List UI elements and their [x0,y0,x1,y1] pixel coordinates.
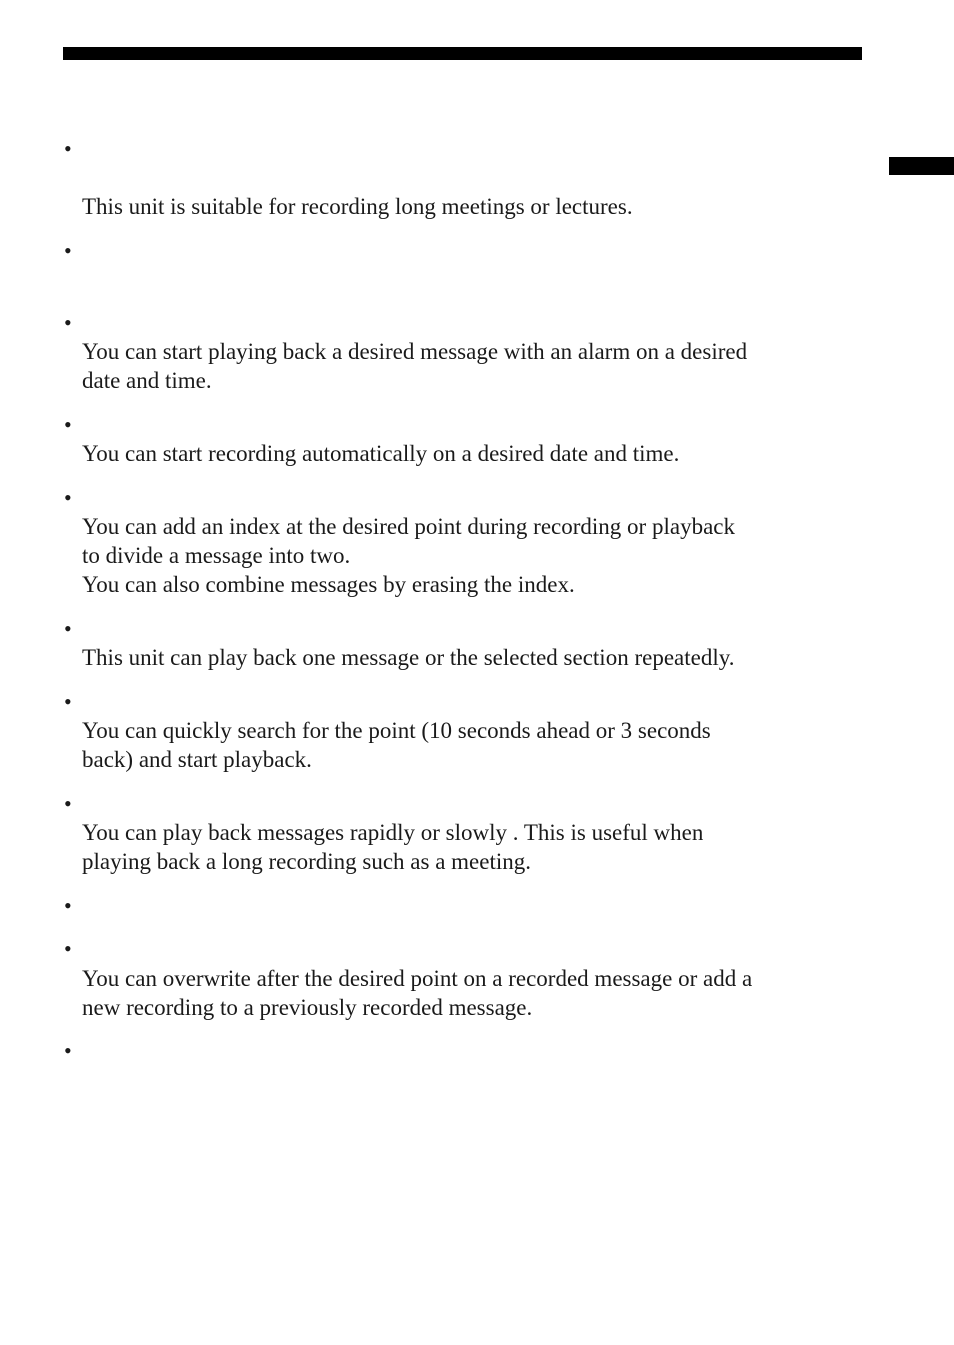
description-line: You can play back messages rapidly or slowly . This is useful when [82,820,704,845]
bullet-marker: • [64,136,72,161]
bullet-marker: • [64,689,72,714]
bullet-marker: • [64,616,72,641]
feature-description [82,716,872,774]
description-line: playing back a long recording such as a meeting. [82,849,531,874]
bullet-marker: • [64,936,72,961]
bullet-marker: • [64,485,72,510]
feature-description [82,337,872,395]
description-line: This unit is suitable for recording long meetings or lectures. [82,194,633,219]
description-line: back) and start playback. [82,747,312,772]
feature-description [82,643,872,672]
description-line: new recording to a previously recorded message. [82,995,533,1020]
bullet-marker: • [64,310,72,335]
bullet-marker: • [64,238,72,263]
feature-description [82,964,872,1022]
bullet-marker: • [64,893,72,918]
description-line: date and time. [82,368,212,393]
description-line: to divide a message into two. [82,543,351,568]
bullet-marker: • [64,412,72,437]
description-line: You can also combine messages by erasing the index. [82,572,575,597]
description-line: You can quickly search for the point (10 seconds ahead or 3 seconds [82,718,711,743]
feature-description [82,818,872,876]
bullet-marker: • [64,1038,72,1063]
bullet-marker: • [64,791,72,816]
description-line: You can overwrite after the desired point on a recorded message or add a [82,966,753,991]
description-line: You can start playing back a desired message with an alarm on a desired [82,339,748,364]
description-line: You can start recording automatically on a desired date and time. [82,441,680,466]
section-tab-marker [889,157,954,175]
header-rule [63,47,862,60]
feature-description [82,439,872,468]
description-line: You can add an index at the desired point during recording or playback [82,514,735,539]
feature-description [82,192,872,221]
description-line: This unit can play back one message or the selected section repeatedly. [82,645,735,670]
feature-description [82,512,872,599]
